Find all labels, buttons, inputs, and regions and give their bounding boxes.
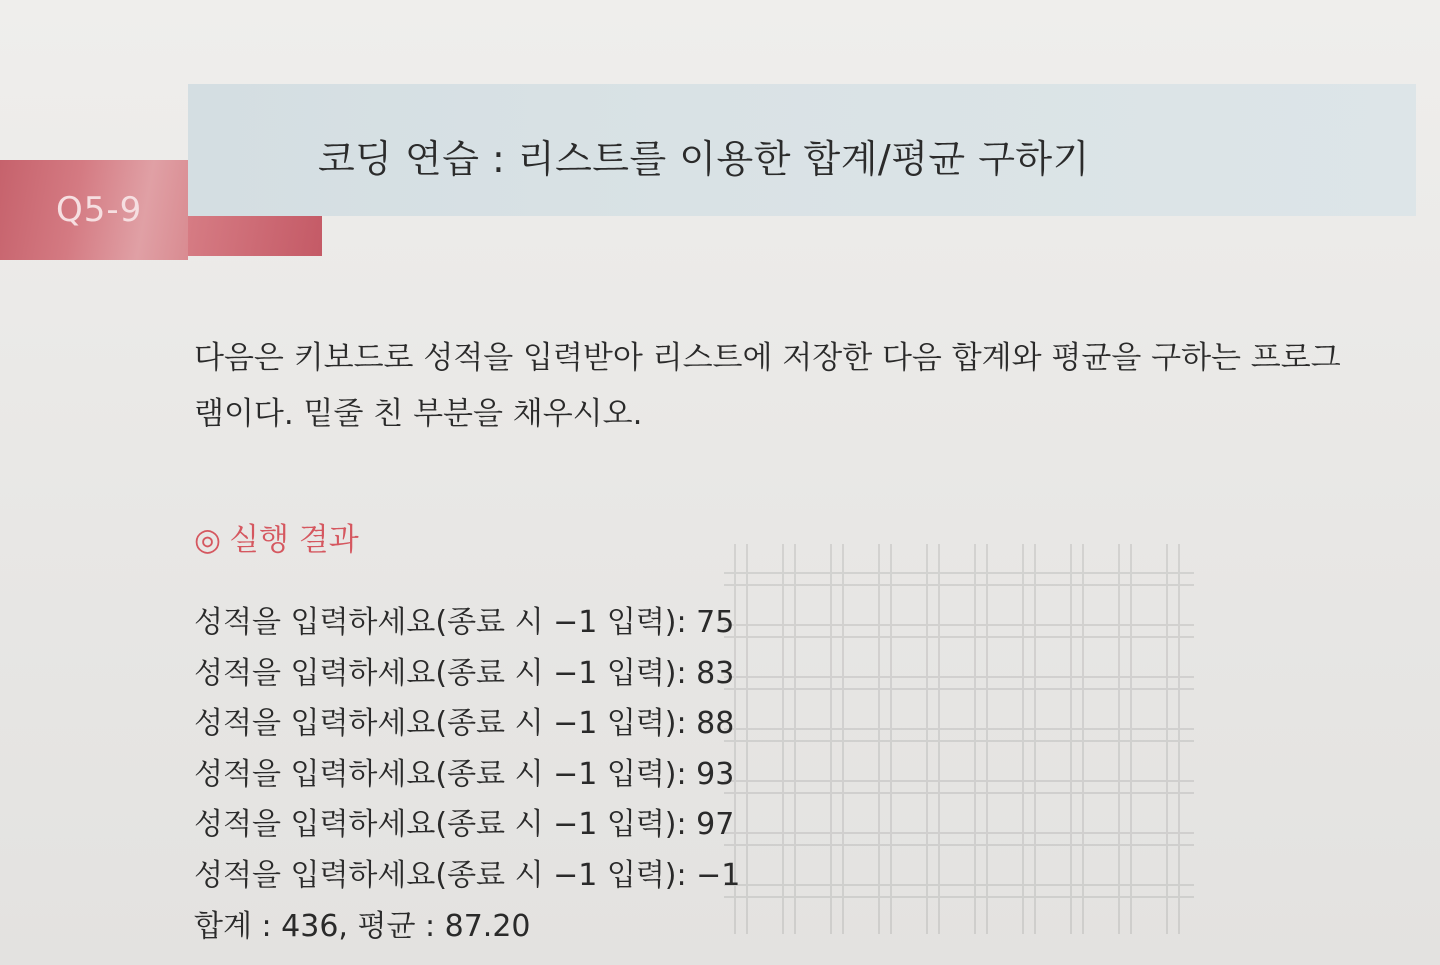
description-line: 다음은 키보드로 성적을 입력받아 리스트에 저장한 다음 합계와 평균을 구하는 프로그 [194, 340, 1341, 376]
bleed-through-grid [724, 544, 1194, 934]
double-circle-icon: ◎ [194, 522, 222, 558]
section-badge-tail [188, 216, 322, 256]
section-number: Q5-9 [56, 190, 143, 230]
problem-description [194, 330, 1424, 442]
output-line: 성적을 입력하세요(종료 시 −1 입력): 93 [194, 756, 735, 792]
output-line: 성적을 입력하세요(종료 시 −1 입력): 83 [194, 655, 735, 691]
output-summary: 합계 : 436, 평균 : 87.20 [194, 908, 531, 944]
page-title: 코딩 연습 : 리스트를 이용한 합계/평균 구하기 [318, 137, 1090, 181]
description-line: 램이다. 밑줄 친 부분을 채우시오. [194, 396, 643, 432]
output-line: 성적을 입력하세요(종료 시 −1 입력): 97 [194, 807, 735, 843]
output-line: 성적을 입력하세요(종료 시 −1 입력): 88 [194, 706, 735, 742]
result-heading-label: 실행 결과 [229, 522, 359, 558]
program-output [194, 598, 740, 952]
output-line: 성적을 입력하세요(종료 시 −1 입력): 75 [194, 605, 735, 640]
result-heading [194, 514, 359, 559]
output-line: 성적을 입력하세요(종료 시 −1 입력): −1 [194, 857, 741, 893]
